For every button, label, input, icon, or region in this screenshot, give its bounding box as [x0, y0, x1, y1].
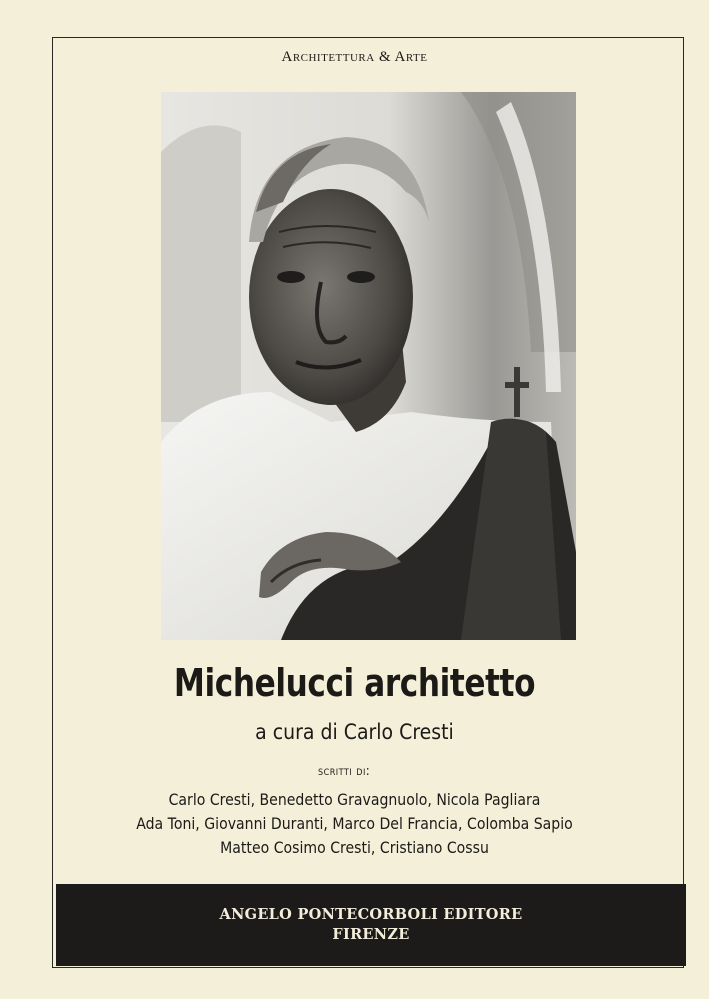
publisher-name: ANGELO PONTECORBOLI EDITORE: [219, 906, 523, 923]
author-list: [43, 788, 667, 860]
book-title: Michelucci architetto: [173, 661, 536, 705]
publisher-bar: [56, 884, 686, 966]
editor-credit: a cura di Carlo Cresti: [255, 720, 454, 744]
series-name: Architettura & Arte: [281, 49, 428, 65]
author-line: Carlo Cresti, Benedetto Gravagnuolo, Nicola Pagliara: [168, 790, 541, 809]
author-line: Matteo Cosimo Cresti, Cristiano Cossu: [220, 838, 489, 857]
author-line: Ada Toni, Giovanni Duranti, Marco Del Francia, Colomba Sapio: [136, 814, 573, 833]
writings-label: scritti di:: [318, 764, 371, 779]
portrait-photo: [161, 92, 576, 640]
publisher-city: FIRENZE: [332, 926, 410, 943]
